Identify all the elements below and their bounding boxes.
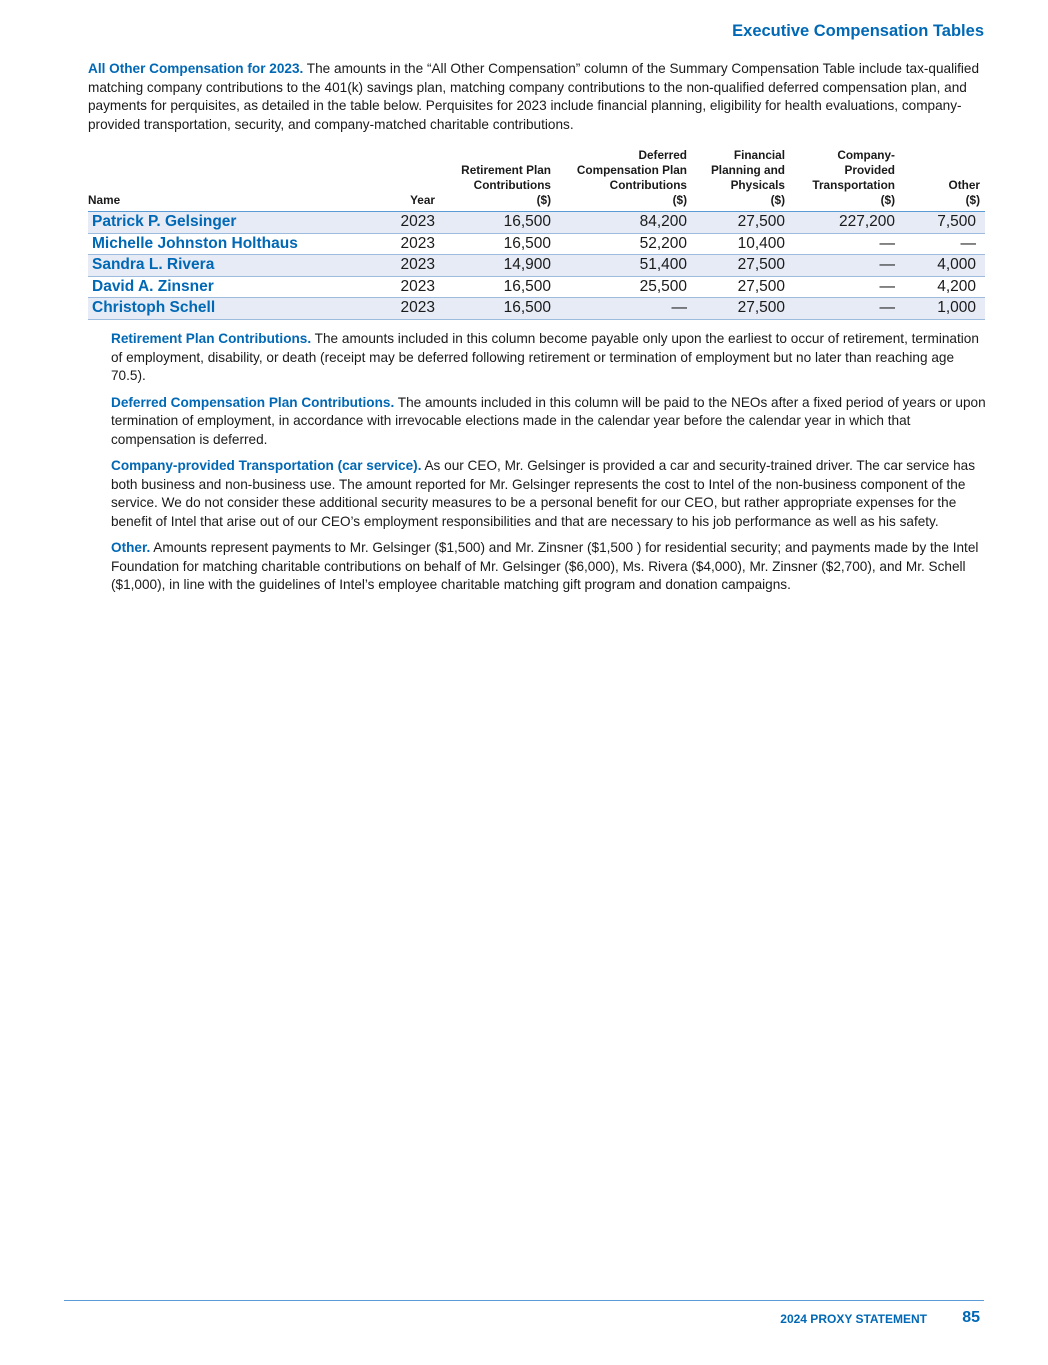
row-deferred: 25,500 bbox=[556, 276, 692, 298]
row-name: Michelle Johnston Holthaus bbox=[88, 233, 348, 255]
row-other: 7,500 bbox=[900, 212, 985, 234]
row-name: Patrick P. Gelsinger bbox=[88, 212, 348, 234]
row-other: 4,200 bbox=[900, 276, 985, 298]
row-retirement: 16,500 bbox=[440, 276, 556, 298]
row-retirement: 16,500 bbox=[440, 298, 556, 320]
header-financial: Financial Planning and Physicals ($) bbox=[692, 148, 790, 212]
row-transport: — bbox=[790, 233, 900, 255]
intro-paragraph bbox=[88, 60, 988, 134]
row-year: 2023 bbox=[348, 298, 440, 320]
header-transport: Company- Provided Transportation ($) bbox=[790, 148, 900, 212]
row-transport: — bbox=[790, 276, 900, 298]
header-deferred: Deferred Compensation Plan Contributions ($) bbox=[556, 148, 692, 212]
table-header-row bbox=[88, 148, 985, 212]
row-retirement: 16,500 bbox=[440, 212, 556, 234]
intro-text: The amounts in the “All Other Compensation” column of the Summary Compensation Table include tax-qualified matching company contributions to the 401(k) savings plan, matching company contributions to the non-qualified deferred compensation plan, and payments for perquisites, as detailed in the table below. Perquisites for 2023 include financial planning, eligibility for health evaluations, company-provided transportation, security, and company-matched charitable contributions. bbox=[88, 61, 980, 132]
all-other-compensation-table bbox=[88, 148, 985, 320]
footer-divider bbox=[64, 1300, 984, 1301]
header-year: Year bbox=[348, 148, 440, 212]
row-other: 4,000 bbox=[900, 255, 985, 277]
row-year: 2023 bbox=[348, 255, 440, 277]
note-retirement: Retirement Plan Contributions. The amounts included in this column become payable only upon the earliest to occur of retirement, termination of employment, disability, or death (receipt may be deferred following retirement or termination of employment but no later than reaching age 70.5). bbox=[111, 331, 979, 383]
row-financial: 27,500 bbox=[692, 276, 790, 298]
intro-lead: All Other Compensation for 2023. bbox=[88, 61, 304, 76]
note-deferred: Deferred Compensation Plan Contributions. The amounts included in this column will be paid to the NEOs after a fixed period of years or upon termination of employment, in accordance with irrevocable elections made in the calendar year before the calendar year in which that compensation is deferred. bbox=[111, 394, 986, 447]
row-financial: 27,500 bbox=[692, 255, 790, 277]
header-retirement: Retirement Plan Contributions ($) bbox=[440, 148, 556, 212]
row-other: — bbox=[900, 233, 985, 255]
row-year: 2023 bbox=[348, 276, 440, 298]
row-financial: 27,500 bbox=[692, 298, 790, 320]
note-other: Other. Amounts represent payments to Mr. Gelsinger ($1,500) and Mr. Zinsner ($1,500 ) for residential security; and payments made by the Intel Foundation for matching charitable contributions on behalf of Mr. Gelsinger ($6,000), Ms. Rivera ($4,000), Mr. Zinsner ($2,700), and Mr. Schell ($1,000), in line with the guidelines of Intel’s employee charitable matching gift program and donation campaigns. bbox=[111, 540, 979, 592]
row-transport: 227,200 bbox=[790, 212, 900, 234]
page-number: 85 bbox=[962, 1309, 980, 1326]
row-financial: 10,400 bbox=[692, 233, 790, 255]
header-other: Other ($) bbox=[900, 148, 985, 212]
table-row bbox=[88, 233, 985, 255]
row-retirement: 14,900 bbox=[440, 255, 556, 277]
row-transport: — bbox=[790, 255, 900, 277]
row-deferred: 84,200 bbox=[556, 212, 692, 234]
row-name: David A. Zinsner bbox=[88, 276, 348, 298]
table-row bbox=[88, 276, 985, 298]
row-transport: — bbox=[790, 298, 900, 320]
row-deferred: — bbox=[556, 298, 692, 320]
row-year: 2023 bbox=[348, 212, 440, 234]
note-transportation: Company-provided Transportation (car service). As our CEO, Mr. Gelsinger is provided a car and security-trained driver. The car service has both business and non-business use. The amount reported for Mr. Gelsinger represents the cost to Intel of the non-business component of the service. We do not consider these additional security measures to be a personal benefit for our CEO, but rather appropriate expenses for the benefit of Intel that arise out of our CEO’s employment responsibilities and that are necessary to his job performance as well as his safety. bbox=[111, 458, 976, 529]
row-name: Christoph Schell bbox=[88, 298, 348, 320]
section-title: Executive Compensation Tables bbox=[732, 22, 984, 40]
row-retirement: 16,500 bbox=[440, 233, 556, 255]
footnotes bbox=[111, 330, 987, 603]
table-row bbox=[88, 212, 985, 234]
row-name: Sandra L. Rivera bbox=[88, 255, 348, 277]
row-other: 1,000 bbox=[900, 298, 985, 320]
row-deferred: 52,200 bbox=[556, 233, 692, 255]
row-financial: 27,500 bbox=[692, 212, 790, 234]
row-year: 2023 bbox=[348, 233, 440, 255]
table-row bbox=[88, 298, 985, 320]
row-deferred: 51,400 bbox=[556, 255, 692, 277]
footer-label: 2024 PROXY STATEMENT bbox=[780, 1312, 927, 1326]
table-row bbox=[88, 255, 985, 277]
header-name: Name bbox=[88, 148, 348, 212]
